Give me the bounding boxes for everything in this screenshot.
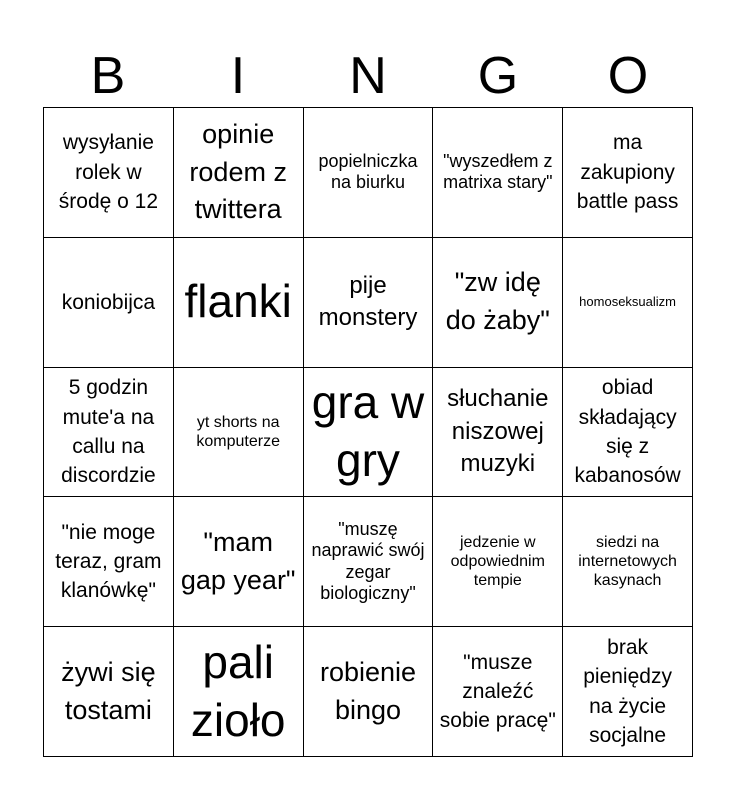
bingo-cell-text: "musze znaleźć sobie pracę" <box>439 650 556 733</box>
bingo-cell[interactable] <box>44 497 174 627</box>
bingo-cell-text: "wyszedłem z matrixa stary" <box>443 150 553 193</box>
bingo-cell[interactable] <box>433 368 563 498</box>
bingo-cell[interactable] <box>563 108 693 238</box>
title-letter-n: N <box>349 47 387 105</box>
bingo-cell[interactable] <box>174 108 304 238</box>
bingo-cell[interactable] <box>304 368 434 498</box>
bingo-cell-text: popielniczka na biurku <box>318 150 418 193</box>
bingo-cell-text: homoseksualizm <box>579 294 676 310</box>
bingo-cell[interactable] <box>433 497 563 627</box>
bingo-cell-text: żywi się tostami <box>61 656 156 725</box>
bingo-cell[interactable] <box>563 368 693 498</box>
bingo-cell-text: "muszę naprawić swój zegar biologiczny" <box>311 518 425 604</box>
bingo-cell[interactable] <box>304 497 434 627</box>
bingo-cell[interactable] <box>433 238 563 368</box>
title-letter-b: B <box>90 47 126 105</box>
bingo-title <box>43 44 693 108</box>
bingo-cell-text: koniobijca <box>61 290 156 314</box>
bingo-cell-text: robienie bingo <box>319 656 417 725</box>
bingo-cell[interactable] <box>304 627 434 757</box>
bingo-cell[interactable] <box>174 497 304 627</box>
bingo-cell-text: słuchanie niszowej muzyki <box>447 385 549 478</box>
bingo-cell[interactable] <box>563 627 693 757</box>
title-letter-i: I <box>230 47 246 105</box>
bingo-cell[interactable] <box>44 238 174 368</box>
bingo-cell[interactable] <box>433 108 563 238</box>
bingo-cell[interactable] <box>563 497 693 627</box>
bingo-cell-text: wysyłanie rolek w środę o 12 <box>58 131 159 214</box>
title-letter-g: G <box>477 47 519 105</box>
bingo-cell-text: yt shorts na komputerze <box>196 413 280 450</box>
bingo-cell-text: opinie rodem z twittera <box>189 118 287 225</box>
bingo-board <box>43 107 693 757</box>
bingo-cell-text: pije monstery <box>318 271 418 332</box>
bingo-cell-text: 5 godzin mute'a na callu na discordzie <box>61 376 156 488</box>
bingo-cell-text: "nie moge teraz, gram klanówkę" <box>55 520 162 603</box>
bingo-cell[interactable] <box>174 627 304 757</box>
bingo-cell[interactable] <box>433 627 563 757</box>
bingo-cell-text: brak pieniędzy na życie socjalne <box>583 635 672 747</box>
title-letter-o: O <box>607 47 649 105</box>
bingo-cell[interactable] <box>563 238 693 368</box>
bingo-cell[interactable] <box>44 627 174 757</box>
bingo-cell[interactable] <box>174 368 304 498</box>
bingo-cell-text: siedzi na internetowych kasynach <box>578 534 677 590</box>
bingo-cell-text: ma zakupiony battle pass <box>576 131 679 214</box>
bingo-cell-text: pali zioło <box>190 636 286 746</box>
bingo-cell-text: obiad składający się z kabanosów <box>574 376 681 488</box>
bingo-cell[interactable] <box>304 238 434 368</box>
bingo-cell[interactable] <box>44 368 174 498</box>
bingo-cell[interactable] <box>304 108 434 238</box>
bingo-cell-text: jedzenie w odpowiednim tempie <box>450 534 545 590</box>
bingo-cell-text: "mam gap year" <box>180 526 296 595</box>
bingo-cell[interactable] <box>44 108 174 238</box>
bingo-cell-text: "zw idę do żaby" <box>445 267 550 336</box>
bingo-cell[interactable] <box>174 238 304 368</box>
bingo-cell-text: gra w gry <box>311 376 425 486</box>
bingo-cell-text: flanki <box>184 275 292 328</box>
